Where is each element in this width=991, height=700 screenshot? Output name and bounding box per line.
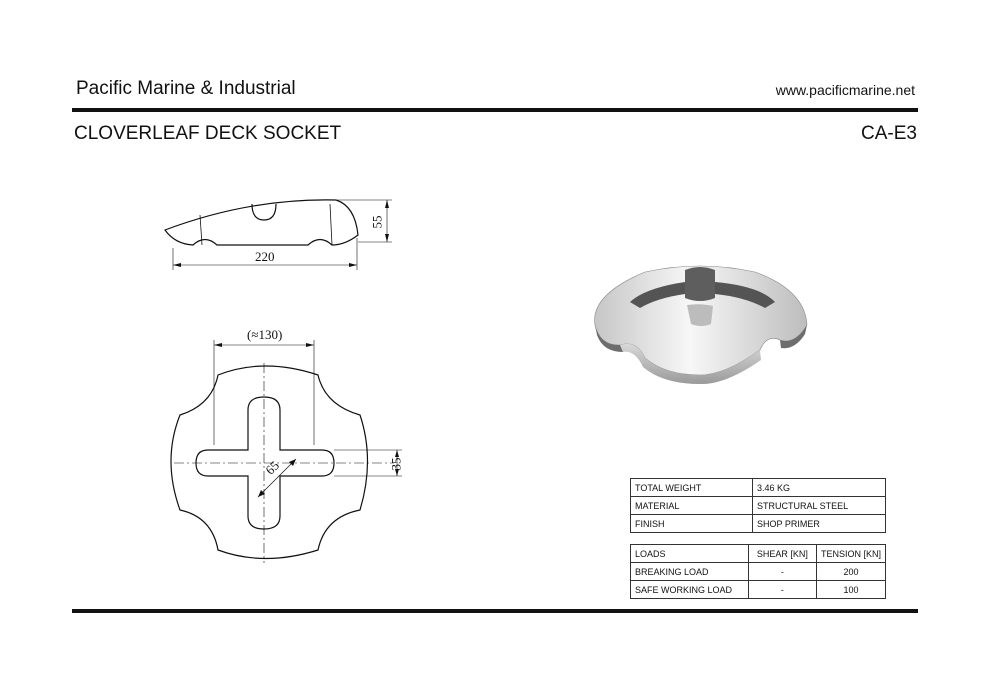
property-value: STRUCTURAL STEEL <box>753 497 886 515</box>
company-name: Pacific Marine & Industrial <box>76 78 296 99</box>
column-header: TENSION [KN] <box>816 545 885 563</box>
property-value: 3.46 KG <box>753 479 886 497</box>
top-diagonal-dimension: 65 <box>262 457 283 478</box>
top-slot-dimension: 35 <box>388 457 404 471</box>
socket-3d-render <box>585 250 815 390</box>
loads-table <box>630 544 886 599</box>
table-header-row <box>631 545 886 563</box>
property-label: FINISH <box>631 515 753 533</box>
column-header: SHEAR [KN] <box>748 545 816 563</box>
top-view-drawing <box>150 335 410 585</box>
footer-rule <box>72 609 918 613</box>
table-row <box>631 479 886 497</box>
side-width-dimension: 220 <box>255 249 275 264</box>
load-label: SAFE WORKING LOAD <box>631 581 749 599</box>
column-header: LOADS <box>631 545 749 563</box>
shear-value: - <box>748 563 816 581</box>
side-view-drawing <box>150 190 400 270</box>
website-link[interactable]: www.pacificmarine.net <box>775 82 915 98</box>
property-label: TOTAL WEIGHT <box>631 479 753 497</box>
shear-value: - <box>748 581 816 599</box>
load-label: BREAKING LOAD <box>631 563 749 581</box>
product-code: CA-E3 <box>861 123 917 144</box>
product-title: CLOVERLEAF DECK SOCKET <box>74 123 342 144</box>
properties-table <box>630 478 886 533</box>
tension-value: 100 <box>816 581 885 599</box>
header-rule <box>72 108 918 112</box>
table-row <box>631 563 886 581</box>
property-value: SHOP PRIMER <box>753 515 886 533</box>
table-row <box>631 515 886 533</box>
tension-value: 200 <box>816 563 885 581</box>
table-row <box>631 581 886 599</box>
side-height-dimension: 55 <box>369 215 385 229</box>
property-label: MATERIAL <box>631 497 753 515</box>
table-row <box>631 497 886 515</box>
top-width-dimension: (≈130) <box>247 327 283 342</box>
